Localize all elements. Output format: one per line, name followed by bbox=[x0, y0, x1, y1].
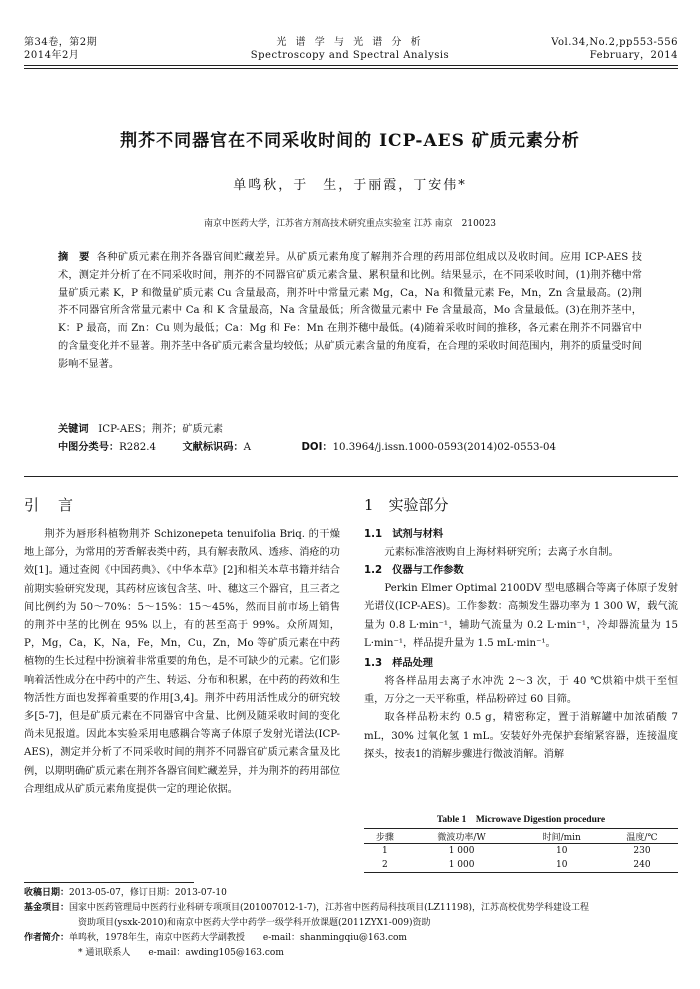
table-header-row bbox=[364, 829, 678, 844]
doc-code-label: 文献标识码： bbox=[182, 442, 244, 453]
journal-pages: Vol.34,No.2,pp553-556 February，2014 bbox=[551, 37, 678, 61]
author-info bbox=[24, 931, 684, 946]
doc-code-value: A bbox=[243, 442, 251, 453]
received-text: 2013-05-07，修订日期：2013-07-10 bbox=[69, 888, 227, 898]
author-text: 单鸣秋，1978年生，南京中医药大学副教授 e-mail：shanmingqiu@163.com bbox=[69, 933, 407, 943]
section-1-1-text: 元素标准溶液购自上海材料研究所；去离子水自制。 bbox=[384, 547, 619, 558]
fund-text-1: 国家中医药管理局中医药行业科研专项项目(201007012-1-7)，江苏省中医药局科技项目(LZ11198)，江苏高校优势学科建设工程 bbox=[69, 903, 589, 913]
fund-info bbox=[24, 901, 684, 916]
affiliation: 南京中医药大学，江苏省方剂高技术研究重点实验室 江苏 南京 210023 bbox=[203, 219, 497, 229]
table-1-caption: Table 1 Microwave Digestion procedure bbox=[436, 815, 606, 825]
table-cell: 230 bbox=[633, 846, 651, 856]
doi-value: 10.3964/j.issn.1000-0593(2014)02-0553-04 bbox=[332, 442, 556, 453]
abstract-divider bbox=[24, 476, 678, 477]
section-1-3-text-1: 将各样品用去离子水冲洗 2～3 次，于 40 ℃烘箱中烘干至恒重，万分之一天平称重，样品粉碎过 60 目筛。 bbox=[364, 676, 678, 706]
table-row bbox=[364, 858, 678, 873]
experiment-body bbox=[364, 526, 678, 764]
abstract bbox=[58, 249, 642, 374]
fund-label: 基金项目： bbox=[24, 903, 70, 913]
table-cell: 10 bbox=[555, 846, 568, 856]
contact-info: * 通讯联系人 e-mail：awding105@163.com bbox=[78, 948, 284, 958]
table-header-cell: 步骤 bbox=[375, 832, 394, 843]
clc-value: R282.4 bbox=[119, 442, 156, 453]
header-rule-top bbox=[24, 65, 678, 66]
table-cell: 240 bbox=[633, 860, 651, 870]
table-header-cell: 微波功率/W bbox=[437, 832, 486, 843]
table-cell: 1 000 bbox=[448, 860, 475, 870]
intro-heading: 引 言 bbox=[24, 496, 76, 514]
classification-line bbox=[58, 438, 658, 453]
section-1-2-title: 1.2 仪器与工作参数 bbox=[364, 565, 464, 577]
section-1-3-title: 1.3 样品处理 bbox=[364, 658, 433, 670]
paper-title: 荆芥不同器官在不同采收时间的 ICP-AES 矿质元素分析 bbox=[120, 131, 580, 151]
doi-label: DOI： bbox=[301, 442, 333, 453]
table-cell: 1 000 bbox=[448, 846, 475, 856]
clc-label: 中图分类号： bbox=[58, 442, 120, 453]
table-cell: 10 bbox=[555, 860, 568, 870]
experiment-heading: 1 实验部分 bbox=[364, 496, 449, 514]
author-label: 作者简介： bbox=[24, 933, 70, 943]
keywords-text: ICP-AES；荆芥；矿质元素 bbox=[98, 424, 224, 435]
table-header-cell: 温度/℃ bbox=[626, 832, 658, 843]
received-label: 收稿日期： bbox=[24, 888, 70, 898]
journal-volume: 第34卷，第2期 2014年2月 bbox=[24, 37, 98, 61]
section-1-1-title: 1.1 试剂与材料 bbox=[364, 529, 444, 540]
author-list: 单鸣秋，于 生，于丽霞，丁安伟* bbox=[233, 178, 467, 193]
section-1-3-text-2: 取各样品粉末约 0.5 g，精密称定，置于消解罐中加浓硝酸 7 mL，30% 过氧化氢 1 mL。安装好外壳保护套缩紧容器，连接温度探头，按表1的消解步骤进行微波消解。消解 bbox=[364, 712, 678, 760]
footnotes bbox=[24, 886, 684, 961]
abstract-label: 摘 要 bbox=[58, 252, 90, 263]
keywords bbox=[58, 420, 223, 435]
table-cell: 1 bbox=[381, 846, 388, 856]
table-header-cell: 时间/min bbox=[542, 832, 581, 843]
footnote-rule bbox=[24, 882, 194, 883]
table-cell: 2 bbox=[381, 860, 388, 870]
abstract-text: 各种矿质元素在荆芥各器官间贮藏差异。从矿质元素角度了解荆芥合理的药用部位组成以及收时间。应用 ICP-AES 技术，测定并分析了在不同采收时间，荆芥的不同器官矿质元素含量、累积量和比例。结果显示，在不同采收时间，(1)荆芥穗中常量矿质元素 K，P 和微量矿质元素 Cu 含量最高，荆芥叶中常量元素 Mg，Ca，Na 和微量元素 Fe，Mn，Zn 含量最高。(2)荆芥不同器官所含常量元素中 Ca 和 K 含量最高，Na 含量最低；所含微量元素中 Fe 含量最高，Mo 含量最低。(3)在荆芥茎中，K：P 最高，而 Zn：Cu 则为最低；Ca：Mg 和 Fe：Mn 在荆芥穗中最低。(4)随着采收时间的推移，各元素在荆芥不同器官中的含量变化并不显著。荆芥茎中各矿质元素含量均较低；从矿质元素含量的角度看，在合理的采收时间范围内，荆芥的质量受时间影响不显著。 bbox=[58, 252, 642, 370]
table-1 bbox=[364, 828, 678, 873]
table-row bbox=[364, 844, 678, 859]
keywords-label: 关键词 bbox=[58, 424, 89, 435]
header-rule-bottom bbox=[24, 68, 678, 69]
section-1-2-text: Perkin Elmer Optimal 2100DV 型电感耦合等离子体原子发射光谱仪(ICP-AES)。工作参数：高频发生器功率为 1 300 W，载气流量为 0.8 L·min⁻¹，辅助气流量为 0.2 L·min⁻¹，冷却器流量为 15 L·min⁻¹，样品提升量为 1.5 mL·min⁻¹。 bbox=[364, 583, 678, 649]
journal-title: 光 谱 学 与 光 谱 分 析 Spectroscopy and Spectral Analysis bbox=[250, 37, 450, 61]
intro-paragraph: 荆芥为唇形科植物荆芥 Schizonepeta tenuifolia Briq. 的干燥地上部分，为常用的芳香解表类中药，具有解表散风、透疹、消疮的功效[1]。通过查阅《中国药典》、《中华本草》[2]和相关本草书籍并结合前期实验研究发现，其药材应该包含茎、叶、穗这三个器官，且三者之间比例约为 50～70%：5～15%：15～45%，然而目前市场上销售的荆芥中茎的比例在 95% 以上，有的甚至高于 99%。众所周知，P，Mg，Ca，K，Na，Fe，Mn，Cu，Zn，Mo 等矿质元素在中药植物的生长过程中扮演着非常重要的角色，是不可缺少的元素。它们影响着活性成分在中药中的产生、转运、分布和积累，在中药的药效和生物活性方面也发挥着重要的作用[3,4]。荆芥中药用活性成分的研究较多[5-7]，但是矿质元素在不同器官中含量、比例及随采收时间的变化尚未见报道。因此本实验采用电感耦合等离子体原子发射光谱法(ICP-AES)，测定并分析了不同采收时间的荆芥不同器官矿质元素含量及比例，以期明确矿质元素在荆芥各器官间贮藏差异，并为荆芥的药用部位合理组成从矿质元素角度提供一定的理论依据。 bbox=[24, 529, 340, 795]
fund-text-2: 资助项目(ysxk-2010)和南京中医药大学中药学一级学科开放课题(2011ZYX1-009)资助 bbox=[78, 918, 431, 928]
received-date bbox=[24, 886, 684, 901]
